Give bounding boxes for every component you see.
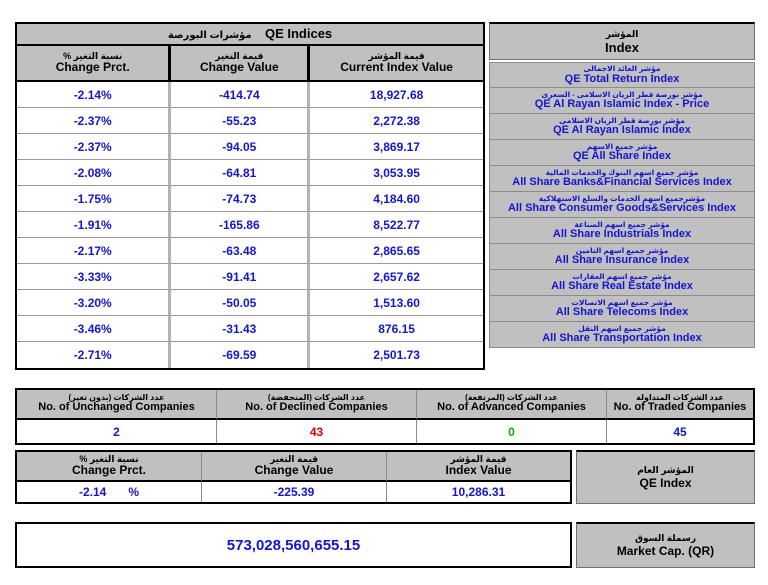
index-name-cell bbox=[489, 244, 755, 270]
cell-change-value: -64.81 bbox=[171, 160, 310, 186]
qe-index-header-row bbox=[17, 452, 570, 482]
qe-index-label bbox=[576, 450, 755, 504]
qe-header-change-value bbox=[202, 452, 387, 482]
cell-change-value: -94.05 bbox=[171, 134, 310, 160]
qe-index-panel bbox=[15, 450, 755, 504]
column-header-change-pct-ar: نسبة التغير % bbox=[63, 50, 123, 61]
index-name-cell bbox=[489, 88, 755, 114]
index-name-cell bbox=[489, 62, 755, 88]
market-cap-value: 573,028,560,655.15 bbox=[226, 536, 361, 554]
companies-header-cell bbox=[417, 390, 607, 420]
index-name-cell bbox=[489, 296, 755, 322]
cell-current-index-value: 1,513.60 bbox=[310, 290, 483, 316]
column-header-index-en: Index bbox=[605, 39, 639, 55]
index-name-ar: مؤشر جميع اسهم العقارات bbox=[572, 271, 672, 281]
column-header-current-index-value-en: Current Index Value bbox=[340, 60, 453, 75]
cell-current-index-value: 2,501.73 bbox=[373, 348, 420, 362]
companies-value: 0 bbox=[508, 424, 515, 439]
index-name-ar: مؤشر جميع اسهم الاتصالات bbox=[571, 297, 673, 307]
table-row bbox=[17, 108, 483, 134]
cell-current-index-value: 2,272.38 bbox=[310, 108, 483, 134]
index-name-ar: مؤشر جميع الاسهم bbox=[586, 141, 658, 151]
cell-change-pct: -1.75% bbox=[17, 186, 171, 212]
cell-change-pct: -1.91% bbox=[17, 212, 171, 238]
index-name-en: QE Total Return Index bbox=[564, 72, 680, 85]
market-cap-label-en: Market Cap. (QR) bbox=[616, 544, 715, 558]
indices-name-body bbox=[489, 62, 755, 348]
qe-header-change-pct-ar: نسبة التغير % bbox=[79, 453, 139, 464]
qe-value-index-value: 10,286.31 bbox=[451, 485, 506, 499]
indices-panel bbox=[15, 22, 755, 372]
cell-change-pct: -3.20% bbox=[17, 290, 171, 316]
cell-change-value: -165.86 bbox=[171, 212, 310, 238]
indices-column-header-row bbox=[17, 46, 483, 82]
index-name-en: All Share Real Estate Index bbox=[551, 280, 693, 293]
qe-index-table bbox=[15, 450, 572, 504]
indices-title-en: QE Indices bbox=[264, 26, 333, 41]
cell-current-index-value: 2,865.65 bbox=[310, 238, 483, 264]
index-name-ar: مؤشر جميع اسهم البنوك والخدمات المالية bbox=[545, 167, 699, 177]
companies-header-ar: عدد الشركات (المرتفعة) bbox=[465, 393, 558, 403]
index-name-en: QE Al Rayan Islamic Index - Price bbox=[534, 98, 710, 111]
companies-header-en: No. of Traded Companies bbox=[613, 401, 747, 414]
cell-change-value: -63.48 bbox=[171, 238, 310, 264]
companies-value: 45 bbox=[673, 424, 687, 439]
index-name-en: All Share Banks&Financial Services Index bbox=[512, 176, 732, 189]
indices-title-row bbox=[17, 24, 483, 46]
index-name-en: All Share Insurance Index bbox=[554, 254, 690, 267]
index-name-ar: مؤشر جميع اسهم الصناعة bbox=[574, 219, 670, 229]
cell-change-pct: -2.08% bbox=[17, 160, 171, 186]
index-name-en: QE Al Rayan Islamic Index bbox=[553, 124, 691, 137]
companies-header-en: No. of Advanced Companies bbox=[437, 401, 586, 414]
index-name-ar: مؤشر العائد الاجمالى bbox=[583, 64, 661, 74]
qe-header-index-value-en: Index Value bbox=[445, 463, 512, 478]
column-header-change-value-en: Change Value bbox=[199, 60, 279, 75]
companies-header-cell bbox=[17, 390, 217, 420]
index-name-cell bbox=[489, 270, 755, 296]
companies-value-cell bbox=[217, 420, 417, 443]
companies-header-cell bbox=[607, 390, 753, 420]
table-row bbox=[17, 212, 483, 238]
index-name-cell bbox=[489, 218, 755, 244]
index-name-en: All Share Telecoms Index bbox=[555, 306, 689, 319]
cell-change-pct: -2.14% bbox=[17, 82, 171, 108]
indices-title-ar: مؤشرات البورصة bbox=[167, 30, 252, 41]
market-cap-label bbox=[576, 522, 755, 568]
cell-change-value: -55.23 bbox=[171, 108, 310, 134]
column-header-current-index-value-ar: قيمة المؤشر bbox=[368, 50, 425, 61]
index-name-cell bbox=[489, 192, 755, 218]
index-name-en: QE All Share Index bbox=[572, 150, 671, 163]
column-header-change-value-ar: قيمة التغير bbox=[215, 50, 264, 61]
qe-header-index-value-ar: قيمة المؤشر bbox=[450, 453, 507, 464]
table-row bbox=[17, 186, 483, 212]
column-header-change-value bbox=[171, 46, 310, 82]
companies-header-en: No. of Declined Companies bbox=[245, 401, 388, 414]
cell-current-index-value: 3,869.17 bbox=[310, 134, 483, 160]
column-header-index-ar: المؤشر bbox=[605, 28, 639, 39]
market-cap-panel bbox=[15, 522, 755, 568]
cell-current-index-value: 876.15 bbox=[310, 316, 483, 342]
cell-change-pct: -2.37% bbox=[17, 108, 171, 134]
indices-numeric-body bbox=[17, 82, 483, 368]
cell-change-value: -74.73 bbox=[171, 186, 310, 212]
cell-current-index-value: 4,184.60 bbox=[310, 186, 483, 212]
column-header-change-pct bbox=[17, 46, 171, 82]
indices-name-column bbox=[489, 22, 755, 348]
indices-numeric-table bbox=[15, 22, 485, 370]
companies-summary-panel bbox=[15, 388, 755, 445]
market-cap-label-ar: رسملة السوق bbox=[634, 533, 696, 543]
cell-change-value: -91.41 bbox=[171, 264, 310, 290]
index-name-en: All Share Industrials Index bbox=[552, 228, 692, 241]
companies-header-ar: عدد الشركات المتداولة bbox=[636, 393, 724, 403]
cell-change-pct: -2.17% bbox=[17, 238, 171, 264]
cell-change-pct: -2.37% bbox=[17, 134, 171, 160]
qe-header-change-value-en: Change Value bbox=[254, 463, 334, 478]
column-header-change-pct-en: Change Prct. bbox=[55, 60, 130, 75]
companies-header-ar: عدد الشركات (المنخفضة) bbox=[267, 393, 366, 403]
companies-header-ar: عدد الشركات (بدون تغير) bbox=[68, 393, 165, 403]
companies-header-row bbox=[17, 390, 753, 420]
qe-value-change-value: -225.39 bbox=[202, 482, 387, 502]
qe-index-value-row bbox=[17, 482, 570, 502]
qe-value-change-pct: -2.14 bbox=[78, 485, 107, 499]
table-row bbox=[17, 264, 483, 290]
index-name-cell bbox=[489, 166, 755, 192]
index-name-en: All Share Transportation Index bbox=[542, 332, 702, 345]
index-name-ar: مؤشر بورصة قطر الريان الاسلامى bbox=[559, 115, 685, 125]
percent-symbol: % bbox=[128, 485, 140, 499]
cell-change-pct: -2.71% bbox=[17, 342, 171, 368]
indices-title-cell bbox=[17, 24, 483, 46]
companies-header-cell bbox=[217, 390, 417, 420]
cell-change-value: -50.05 bbox=[171, 290, 310, 316]
table-row bbox=[17, 290, 483, 316]
table-row bbox=[17, 82, 483, 108]
qe-header-change-pct-en: Change Prct. bbox=[71, 463, 146, 478]
table-row bbox=[17, 238, 483, 264]
column-header-current-index-value bbox=[310, 46, 483, 82]
companies-value-cell bbox=[607, 420, 753, 443]
companies-value-cell bbox=[17, 420, 217, 443]
table-row bbox=[17, 342, 483, 368]
companies-value-row bbox=[17, 420, 753, 443]
cell-change-pct: -3.46% bbox=[17, 316, 171, 342]
cell-change-value: -31.43 bbox=[171, 316, 310, 342]
cell-change-value: -69.59 bbox=[171, 342, 310, 368]
companies-value: 43 bbox=[309, 424, 324, 439]
cell-current-index-value: 3,053.95 bbox=[310, 160, 483, 186]
market-cap-value-box bbox=[15, 522, 572, 568]
qe-header-change-pct bbox=[17, 452, 202, 482]
cell-current-index-value: 8,522.77 bbox=[310, 212, 483, 238]
qe-index-label-ar: المؤشر العام bbox=[637, 465, 694, 475]
qe-header-change-value-ar: قيمة التغير bbox=[269, 453, 319, 464]
cell-change-pct: -3.33% bbox=[17, 264, 171, 290]
index-name-ar: مؤشر جميع اسهم النقل bbox=[578, 323, 666, 333]
cell-change-value: -414.74 bbox=[171, 82, 310, 108]
index-name-ar: مؤشر بورصة قطر الريان الاسلامى - السعرى bbox=[541, 89, 703, 99]
cell-current-index-value: 2,657.62 bbox=[310, 264, 483, 290]
index-name-ar: مؤشرجميع اسهم الخدمات والسلع الاستهلاكية bbox=[538, 193, 706, 203]
table-row bbox=[17, 134, 483, 160]
cell-current-index-value: 18,927.68 bbox=[310, 82, 483, 108]
companies-value: 2 bbox=[113, 424, 120, 439]
index-name-cell bbox=[489, 322, 755, 348]
table-row bbox=[17, 316, 483, 342]
qe-value-change-pct-cell bbox=[17, 482, 202, 502]
table-row bbox=[17, 160, 483, 186]
index-name-cell bbox=[489, 140, 755, 166]
column-header-index bbox=[489, 22, 755, 60]
companies-value-cell bbox=[417, 420, 607, 443]
index-name-cell bbox=[489, 114, 755, 140]
index-name-en: All Share Consumer Goods&Services Index bbox=[507, 202, 737, 215]
qe-header-index-value bbox=[387, 452, 570, 482]
qe-index-label-en: QE Index bbox=[639, 476, 692, 490]
index-name-ar: مؤشر جميع اسهم التامين bbox=[575, 245, 669, 255]
companies-header-en: No. of Unchanged Companies bbox=[38, 401, 195, 414]
